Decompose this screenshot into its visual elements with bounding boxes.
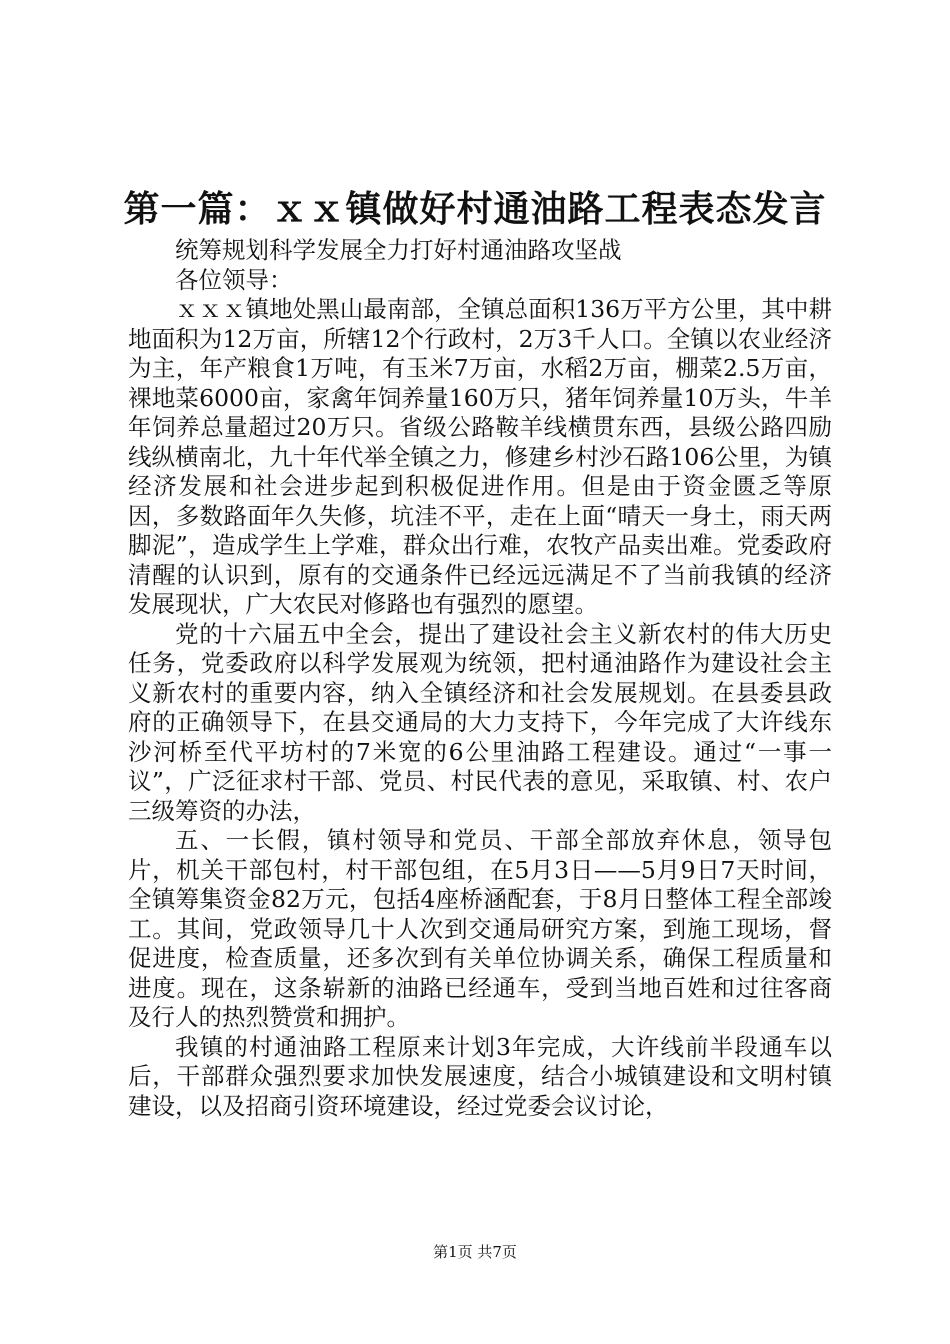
- body-paragraph: 五、一长假，镇村领导和党员、干部全部放弃休息，领导包片，机关干部包村，村干部包组，在5月3日——5月9日7天时间，全镇筹集资金82万元，包括4座桥涵配套，于8月日整体工程全部竣工。其间，党政领导几十人次到交通局研究方案，到施工现场，督促进度，检查质量，还多次到有关单位协调关系，确保工程质量和进度。现在，这条崭新的油路已经通车，受到当地百姓和过往客商及行人的热烈赞赏和拥护。: [128, 826, 832, 1031]
- body-paragraph: 我镇的村通油路工程原来计划3年完成，大许线前半段通车以后，干部群众强烈要求加快发展速度，结合小城镇建设和文明村镇建设，以及招商引资环境建设，经过党委会议讨论，: [128, 1032, 832, 1120]
- body-paragraph: 党的十六届五中全会，提出了建设社会主义新农村的伟大历史任务，党委政府以科学发展观为统领，把村通油路作为建设社会主义新农村的重要内容，纳入全镇经济和社会发展规划。在县委县政府的正确领导下，在县交通局的大力支持下，今年完成了大许线东沙河桥至代平坊村的7米宽的6公里油路工程建设。通过“一事一议”，广泛征求村干部、党员、村民代表的意见，采取镇、村、农户三级筹资的办法，: [128, 619, 832, 825]
- subtitle-paragraph: 统筹规划科学发展全力打好村通油路攻坚战: [175, 236, 622, 264]
- body-paragraph: ｘｘｘ镇地处黑山最南部，全镇总面积136万平方公里，其中耕地面积为12万亩，所辖12个行政村，2万3千人口。全镇以农业经济为主，年产粮食1万吨，有玉米7万亩，水稻2万亩，棚菜2.5万亩，裸地菜6000亩，家禽年饲养量160万只，猪年饲养量10万头，牛羊年饲养总量超过20万只。省级公路鞍羊线横贯东西，县级公路四励线纵横南北，九十年代举全镇之力，修建乡村沙石路106公里，为镇经济发展和社会进步起到积极促进作用。但是由于资金匮乏等原因，多数路面年久失修，坑洼不平，走在上面“晴天一身土，雨天两脚泥”，造成学生上学难，群众出行难，农牧产品卖出难。党委政府清醒的认识到，原有的交通条件已经远远满足不了当前我镇的经济发展现状，广大农民对修路也有强烈的愿望。: [128, 295, 832, 618]
- salutation-paragraph: 各位领导：: [175, 265, 293, 294]
- page-number-footer: 第1页 共7页: [433, 1243, 517, 1261]
- document-title: 第一篇：ｘｘ镇做好村通油路工程表态发言: [123, 188, 827, 230]
- document-body: [128, 236, 832, 1121]
